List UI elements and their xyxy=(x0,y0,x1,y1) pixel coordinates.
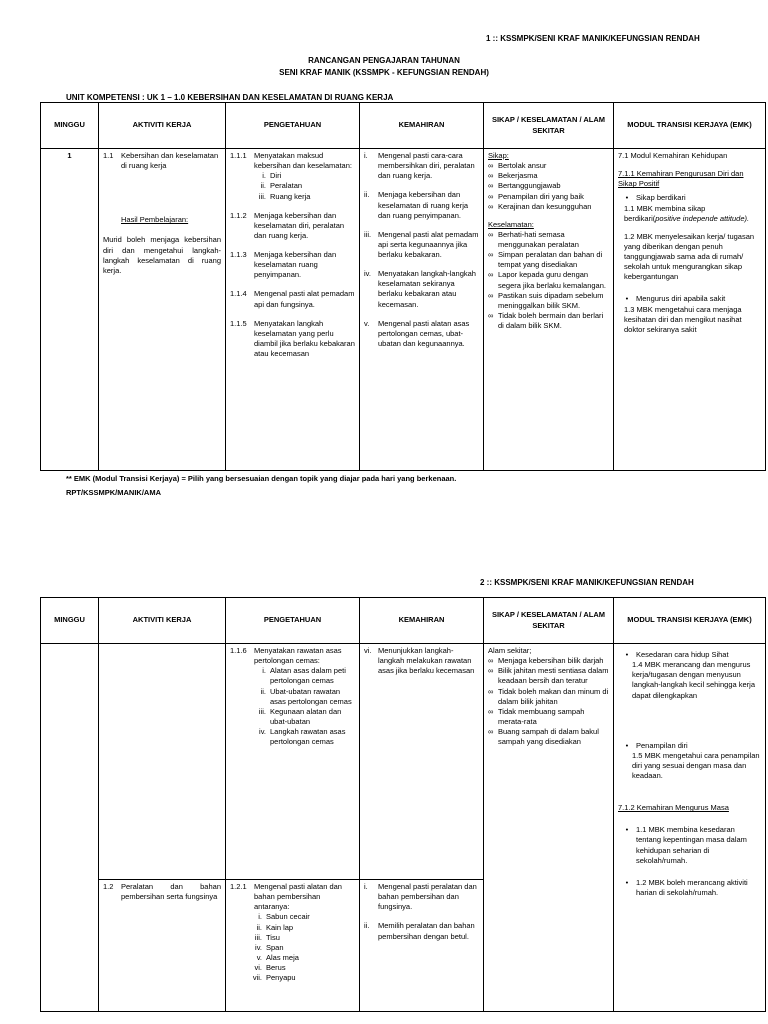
bullet-icon: • xyxy=(625,650,629,659)
list-item: v. Mengenal pasti alatan asas pertolongan cemas, ubat-ubatan dan kegunaannya. xyxy=(364,318,470,348)
modul-text: 1.3 MBK mengetahui cara menjaga kesihatan diri dan mengikut nasihat doktor sekiranya sakit xyxy=(624,304,742,334)
table-header-row xyxy=(41,103,766,149)
list-item: ∞ Simpan peralatan dan bahan di tempat yang disediakan xyxy=(488,250,603,270)
kemahiran-list xyxy=(364,882,479,942)
table-row xyxy=(41,149,766,471)
list-item: ∞ Pastikan suis dipadam sebelum meninggalkan bilik SKM. xyxy=(488,290,604,310)
infinity-icon: ∞ xyxy=(488,666,494,676)
list-item: ∞ Buang sampah di dalam bakul sampah yang disediakan xyxy=(488,727,599,747)
list-item: 1.2.1 Mengenal pasti alatan dan bahan pembersihan antaranya: xyxy=(230,882,355,912)
aktiviti-cell xyxy=(99,149,226,471)
col-aktiviti: AKTIVITI KERJA xyxy=(99,103,226,149)
table-header-row xyxy=(41,598,766,644)
list-item: ∞ Tidak membuang sampah merata-rata xyxy=(488,706,585,726)
list-item: ∞ Tidak boleh bermain dan berlari di dalam bilik SKM. xyxy=(488,310,604,330)
col-sikap: SIKAP / KESELAMATAN / ALAM SEKITAR xyxy=(484,598,614,644)
infinity-icon: ∞ xyxy=(488,727,494,736)
list-item: ∞ Menjaga kebersihan bilik darjah xyxy=(488,656,604,666)
list-item: ∞ Lapor kepada guru dengan segera jika berlaku kemalangan. xyxy=(488,270,606,290)
infinity-icon: ∞ xyxy=(488,201,494,211)
list-item: • Kesedaran cara hidup Sihat xyxy=(618,650,761,660)
unit-kompetensi: UNIT KOMPETENSI : UK 1 – 1.0 KEBERSIHAN DAN KESELAMATAN DI RUANG KERJA xyxy=(66,93,394,102)
minggu-cell: 1 xyxy=(41,149,99,471)
item-text: Menyatakan rawatan asas pertolongan cemas: xyxy=(254,646,342,666)
infinity-icon: ∞ xyxy=(488,161,494,171)
aktiviti-num: 1.1 xyxy=(103,151,114,160)
list-item: ii. Memilih peralatan dan bahan pembersihan dengan betul. xyxy=(364,921,475,941)
bullet-icon: • xyxy=(625,877,629,887)
footnote-emk: ** EMK (Modul Transisi Kerjaya) = Pilih yang bersesuaian dengan topik yang diajar pada hari yang berkenaan. xyxy=(66,474,457,483)
aktiviti-cell xyxy=(99,880,226,1012)
modul-cell xyxy=(614,149,766,471)
list-item: 1.1.5 Menyatakan langkah keselamatan yang perlu diambil jika berlaku kebakaran atau kecemasan xyxy=(230,318,355,358)
pengetahuan-cell xyxy=(226,880,360,1012)
col-kemahiran: KEMAHIRAN xyxy=(360,598,484,644)
col-minggu: MINGGU xyxy=(41,103,99,149)
modul-head: 7.1 Modul Kemahiran Kehidupan xyxy=(618,151,728,160)
infinity-icon: ∞ xyxy=(488,191,494,201)
bullet-icon: • xyxy=(625,825,629,835)
page-header-right: 2 :: KSSMPK/SENI KRAF MANIK/KEFUNGSIAN RENDAH xyxy=(480,578,694,587)
alam-title: Alam sekitar; xyxy=(488,646,532,655)
modul-subtitle: 7.1.1 Kemahiran Pengurusan Diri dan Sikap Positif xyxy=(618,169,744,189)
sub-item: iii. Ruang kerja xyxy=(258,191,311,201)
list-item: ∞ Penampilan diri yang baik xyxy=(488,191,584,201)
aktiviti-cell xyxy=(99,644,226,880)
aktiviti-item xyxy=(103,151,221,171)
list-item: ∞ Bertanggungjawab xyxy=(488,181,561,191)
rpt-table-page2 xyxy=(40,597,766,1012)
sub-item: i. Diri xyxy=(262,171,282,181)
kemahiran-list xyxy=(364,151,479,349)
col-minggu: MINGGU xyxy=(41,598,99,644)
list-item: ∞ Bertolak ansur xyxy=(488,161,547,171)
sub-item: vii. Penyapu xyxy=(252,973,296,983)
page-header-right: 1 :: KSSMPK/SENI KRAF MANIK/KEFUNGSIAN RENDAH xyxy=(486,34,700,43)
list-item: i. Mengenal pasti cara-cara membersihkan diri, peralatan dan ruang kerja. xyxy=(364,151,475,181)
document-title: RANCANGAN PENGAJARAN TAHUNAN xyxy=(308,56,460,65)
infinity-icon: ∞ xyxy=(488,229,494,239)
item-text: Mengenal pasti alatan dan bahan pembersihan antaranya: xyxy=(254,882,342,912)
pengetahuan-list xyxy=(230,151,355,359)
infinity-icon: ∞ xyxy=(488,270,494,280)
infinity-icon: ∞ xyxy=(488,181,494,191)
col-aktiviti: AKTIVITI KERJA xyxy=(99,598,226,644)
col-pengetahuan: PENGETAHUAN xyxy=(226,103,360,149)
sub-item: ii. Ubat-ubatan rawatan asas pertolongan cemas xyxy=(260,686,352,706)
sub-item: iv. Langkah rawatan asas pertolongan cemas xyxy=(259,727,346,747)
modul-cell xyxy=(614,644,766,1012)
sub-item: i. Alatan asas dalam peti pertolongan cemas xyxy=(262,666,346,686)
pengetahuan-cell xyxy=(226,644,360,880)
list-item: • 1.2 MBK boleh merancang aktiviti harian di sekolah/rumah. xyxy=(618,878,761,898)
list-item: 1.2 Peralatan dan bahan pembersihan serta fungsinya xyxy=(103,882,221,902)
sub-list xyxy=(254,666,355,747)
infinity-icon: ∞ xyxy=(488,171,494,181)
item-num: 1.1.1 xyxy=(230,151,247,160)
infinity-icon: ∞ xyxy=(488,290,494,300)
list-item: ii. Menjaga kebersihan dan keselamatan di ruang kerja dan ruang penyimpanan. xyxy=(364,190,469,220)
list-item: • Penampilan diri xyxy=(618,741,761,751)
col-kemahiran: KEMAHIRAN xyxy=(360,103,484,149)
list-item xyxy=(230,151,355,202)
infinity-icon: ∞ xyxy=(488,706,494,716)
kemahiran-cell xyxy=(360,149,484,471)
sikap-cell xyxy=(484,644,614,1012)
sub-item: ii. Peralatan xyxy=(260,181,303,191)
pengetahuan-cell xyxy=(226,149,360,471)
infinity-icon: ∞ xyxy=(488,250,494,260)
list-item: 1.1.2 Menjaga kebersihan dan keselamatan diri, peralatan dan ruang kerja. xyxy=(230,210,345,240)
list-item: vi. Menunjukkan langkah-langkah melakukan rawatan asas jika berlaku kecemasan xyxy=(364,646,475,676)
document-subtitle: SENI KRAF MANIK (KSSMPK - KEFUNGSIAN RENDAH) xyxy=(279,68,489,77)
list-item: 1.1.3 Menjaga kebersihan dan keselamatan ruang penyimpanan. xyxy=(230,250,337,280)
aktiviti-text: Kebersihan dan keselamatan di ruang kerja xyxy=(121,151,219,171)
sub-item: iii. Kegunaan alatan dan ubat-ubatan xyxy=(258,706,342,726)
rpt-table-page1 xyxy=(40,102,766,471)
hasil-title: Hasil Pembelajaran: xyxy=(121,215,189,225)
modul-text: 1.1 MBK membina sikap berdikari(positive independe attitude). xyxy=(624,203,750,223)
col-modul: MODUL TRANSISI KERJAYA (EMK) xyxy=(614,598,766,644)
bullet-icon: • xyxy=(625,294,629,304)
sub-item: v. Alas meja xyxy=(256,952,299,962)
list-item: ∞ Tidak boleh makan dan minum di dalam bilik jahitan xyxy=(488,686,609,706)
sikap-cell xyxy=(484,149,614,471)
col-sikap: SIKAP / KESELAMATAN / ALAM SEKITAR xyxy=(484,103,614,149)
modul-subtitle: 7.1.2 Kemahiran Mengurus Masa xyxy=(618,803,729,813)
sub-list xyxy=(254,171,355,201)
table-row xyxy=(41,644,766,880)
list-item: 1.1.4 Mengenal pasti alat pemadam api dan fungsinya. xyxy=(230,289,355,309)
list-item: iv. Menyatakan langkah-langkah keselamatan sekiranya berlaku kebakaran atau kecemasan. xyxy=(364,269,476,309)
col-pengetahuan: PENGETAHUAN xyxy=(226,598,360,644)
infinity-icon: ∞ xyxy=(488,310,494,320)
sub-item: ii. Kain lap xyxy=(256,922,294,932)
footnote-ref: RPT/KSSMPK/MANIK/AMA xyxy=(66,488,161,497)
hasil-text: Murid boleh menjaga kebersihan diri dan mengetahui langkah-langkah keselamatan di ruang kerja. xyxy=(103,235,221,275)
list-item: • 1.1 MBK membina kesedaran tentang kepentingan masa dalam kehidupan seharian di sekolah/rumah. xyxy=(618,825,761,866)
list-item: i. Mengenal pasti peralatan dan bahan pembersihan dan fungsinya. xyxy=(364,882,477,912)
sub-item: i. Sabun cecair xyxy=(258,912,310,922)
modul-text: 1.5 MBK mengetahui cara penampilan diri yang sesuai dengan masa dan keadaan. xyxy=(632,750,760,780)
list-item: • Mengurus diri apabila sakit xyxy=(618,294,761,304)
infinity-icon: ∞ xyxy=(488,656,494,666)
item-text: Menyatakan maksud kebersihan dan keselamatan: xyxy=(254,151,352,171)
list-item: ∞ Berhati-hati semasa menggunakan peralatan xyxy=(488,229,579,249)
sub-item: iii. Tisu xyxy=(254,932,280,942)
col-modul: MODUL TRANSISI KERJAYA (EMK) xyxy=(614,103,766,149)
kemahiran-cell xyxy=(360,644,484,880)
list-item: ∞ Bekerjasma xyxy=(488,171,538,181)
minggu-cell xyxy=(41,644,99,1012)
list-item: • Sikap berdikari xyxy=(618,193,761,203)
sub-list xyxy=(240,912,355,983)
sub-item: vi. Berus xyxy=(254,963,286,972)
list-item: 1.1.6 Menyatakan rawatan asas pertolongan cemas: i. Alatan asas dalam peti pertolongan cemas ii. Ubat-ubatan rawatan asas pertolongan cemas iii. Kegunaan alatan dan ubat-ubatan iv. Langkah rawatan asas pertolongan cemas xyxy=(230,646,355,747)
sub-item: iv. Span xyxy=(255,942,284,952)
list-item: ∞ Bilik jahitan mesti sentiasa dalam keadaan bersih dan teratur xyxy=(488,666,609,686)
bullet-icon: • xyxy=(625,740,629,750)
modul-text: 1.4 MBK merancang dan mengurus kerja/tugasan dengan menyusun langkah-langkah kecil sehingga kerja dapat dilengkapkan xyxy=(632,660,755,700)
modul-text: 1.2 MBK menyelesaikan kerja/ tugasan yang diberikan dengan penuh tanggungjawab sama ada di rumah/ sekolah untuk mengurangkan sikap kebergantungan xyxy=(624,231,755,282)
list-item: iii. Mengenal pasti alat pemadam api serta kegunaannya jika berlaku kebakaran. xyxy=(364,229,479,259)
infinity-icon: ∞ xyxy=(488,686,494,696)
sikap-title: Sikap: xyxy=(488,151,509,160)
kemahiran-cell xyxy=(360,880,484,1012)
keselamatan-title: Keselamatan: xyxy=(488,219,534,229)
list-item: ∞ Kerajinan dan kesungguhan xyxy=(488,201,592,211)
bullet-icon: • xyxy=(625,193,629,203)
